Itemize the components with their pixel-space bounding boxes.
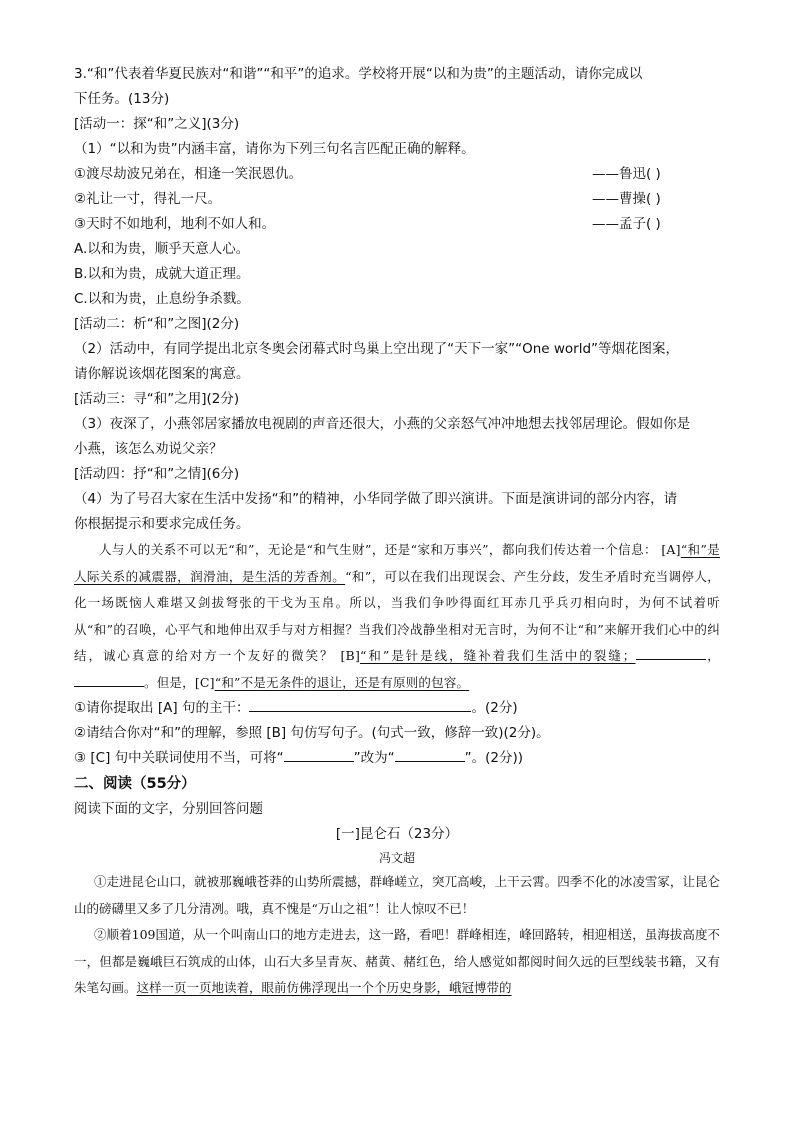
q3-intro-line1: 3.“和”代表着华夏民族对“和谐”“和平”的追求。学校将开展“以和为贵”的主题活动，请你完成以 (74, 66, 643, 82)
activity4-title: [活动四：抒“和”之情](6分) (74, 466, 240, 482)
sub3-text: ③ [C] 句中关联词使用不当，可将“ (74, 750, 284, 766)
quote-attribution[interactable]: ——曹操( ) (592, 191, 661, 207)
option-a: A.以和为贵，顺乎天意人心。 (74, 241, 250, 257)
sub3-score: ”。(2分)) (464, 750, 524, 766)
imitation-blank-2[interactable] (74, 672, 144, 687)
q4-line1: （4）为了号召大家在生活中发扬“和”的精神，小华同学做了即兴演讲。下面是演讲词的部分内容，请 (74, 491, 678, 507)
quote-row-1 (74, 162, 720, 187)
para2-underlined: 这样一页一页地读着，眼前仿佛浮现出一个个历史身影，峨冠博带的 (136, 980, 512, 995)
sub3-text: ”改为“ (353, 750, 395, 766)
quote-text: ②礼让一寸，得礼一尺。 (74, 191, 222, 207)
speech-passage (74, 537, 720, 696)
sub1-score: 。(2分) (471, 700, 518, 716)
activity3-title: [活动三：寻“和”之用](2分) (74, 391, 240, 407)
answer-blank-c-to[interactable] (395, 747, 465, 762)
reading-instruction: 阅读下面的文字，分别回答问题 (74, 801, 263, 817)
quote-attribution[interactable]: ——孟子( ) (592, 216, 661, 232)
option-c: C.以和为贵，止息纷争杀戮。 (74, 291, 250, 307)
q3-line2: 小燕，该怎么劝说父亲？ (74, 441, 223, 457)
sub-question-3 (74, 746, 720, 771)
quote-attribution[interactable]: ——鲁迅( ) (592, 166, 661, 182)
speech-text: 。但是， (144, 674, 195, 690)
quote-row-3 (74, 212, 720, 237)
q3-line1: （3）夜深了，小燕邻居家播放电视剧的声音还很大，小燕的父亲怒气冲冲地想去找邻居理论。假如你是 (74, 416, 691, 432)
q1-prompt: （1）“以和为贵”内涵丰富，请你为下列三句名言匹配正确的解释。 (74, 141, 475, 157)
speech-text: “和”，可以在我们出现误会、产生分歧，发生矛盾时充当调停人，化一场既恼人难堪又剑拔弩张的干戈为玉帛。所以，当我们争吵得面红耳赤几乎兵刃相向时，为何不试着听从“和”的召唤，心平气和地伸出双手与对方相握？当我们冷战静坐相对无言时，为何不让“和”来解开我们心中的纠结，诚心真意的给对方一个友好的微笑？ (74, 568, 720, 663)
speech-text: 人与人的关系不可以无“和”，无论是“和气生财”，还是“家和万事兴”，都向我们传达着一个信息： (99, 542, 657, 557)
tag-a: [A] (661, 542, 681, 557)
activity2-title: [活动二：析“和”之图](2分) (74, 316, 240, 332)
sub1-text: ①请你提取出 [A] 句的主干： (74, 700, 250, 716)
sub-question-1 (74, 696, 720, 721)
q2-line1: （2）活动中，有同学提出北京冬奥会闭幕式时鸟巢上空出现了“天下一家”“One world”等烟花图案， (74, 341, 680, 357)
q4-line2: 你根据提示和要求完成任务。 (74, 516, 250, 532)
activity1-title: [活动一：探“和”之义](3分) (74, 116, 240, 132)
tag-c: [C] (194, 674, 215, 690)
comma: ， (705, 648, 720, 663)
quote-text: ①渡尽劫波兄弟在，相逢一笑泯恩仇。 (74, 166, 303, 182)
article-author: 冯文超 (378, 851, 415, 865)
section-2-title: 二、阅读（55分） (74, 776, 196, 792)
tag-b: [B] (340, 648, 361, 663)
answer-blank-a-trunk[interactable] (249, 697, 471, 712)
reading-paragraph-1: ①走进昆仑山口，就被那巍峨苍莽的山势所震撼，群峰嵯立，突兀高峻，上干云霄。四季不化的冰凌雪冢，让昆仑山的磅礴里又多了几分清冽。哦，真不愧是“万山之祖”！让人惊叹不已！ (74, 874, 720, 916)
q2-line2: 请你解说该烟花图案的寓意。 (74, 366, 250, 382)
article-title: [一]昆仑石（23分） (335, 826, 459, 842)
reading-paragraph-2 (74, 922, 720, 1002)
quote-text: ③天时不如地利，地利不如人和。 (74, 216, 276, 232)
imitation-blank-1[interactable] (636, 645, 706, 660)
answer-blank-c-from[interactable] (284, 747, 354, 762)
sub-question-2: ②请结合你对“和”的理解，参照 [B] 句仿写句子。(句式一致，修辞一致)(2分)。 (74, 725, 550, 741)
para2-text: ②顺着109国道，从一个叫南山口的地方走进去，这一路，看吧！群峰相连，峰回路转，相迎相送，虽海拔高度不一，但都是巍峨巨石筑成的山体，山石大多呈青灰、赭黄、赭红色，给人感觉如都阅时间久远的巨型线装书籍，又有朱笔勾画。 (74, 927, 720, 995)
sentence-c: “和”不是无条件的退让，还是有原则的包容。 (214, 674, 470, 690)
q3-intro-line2: 下任务。(13分) (74, 91, 170, 107)
quote-row-2 (74, 187, 720, 212)
option-b: B.以和为贵，成就大道正理。 (74, 266, 250, 282)
exam-page (74, 62, 720, 1002)
sentence-b: “和”是针是线，缝补着我们生活中的裂缝； (360, 648, 636, 663)
sentence-a: “和”是人际关系的减震器，润滑油，是生活的芳香剂。 (74, 542, 720, 584)
